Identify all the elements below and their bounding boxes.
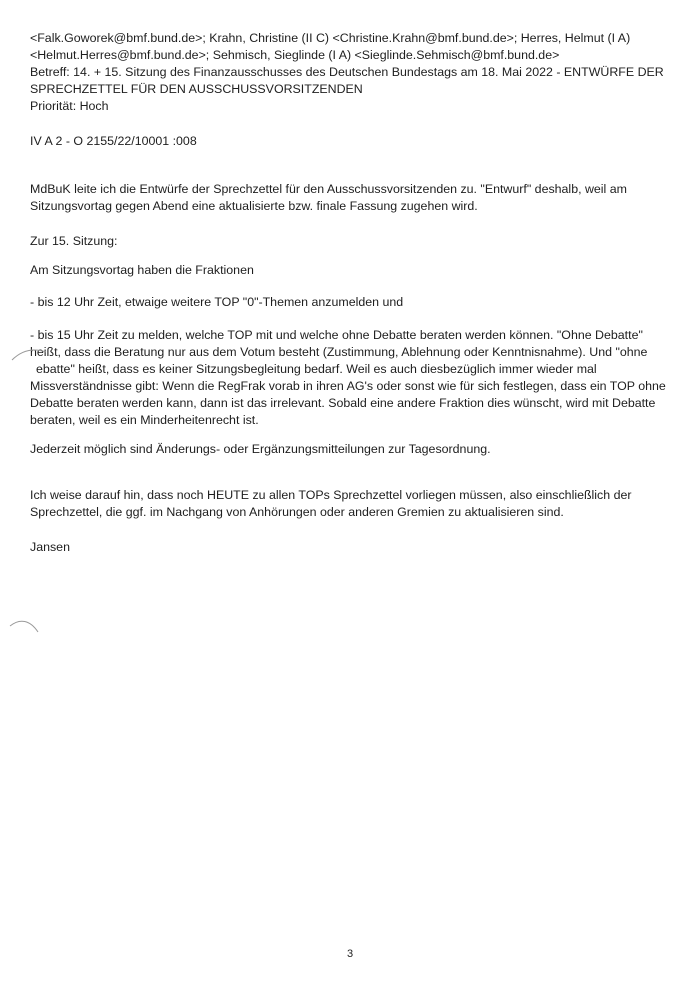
changes-note: Jederzeit möglich sind Änderungs- oder Ergänzungsmitteilungen zur Tagesordnung. <box>30 442 491 456</box>
list-item-2-line-6: beraten, weil es ein Minderheitenrecht ist. <box>30 413 259 427</box>
priority: Priorität: Hoch <box>30 99 109 113</box>
folding-mark <box>8 614 42 644</box>
list-item-1: - bis 12 Uhr Zeit, etwaige weitere TOP "0"-Themen anzumelden und <box>30 295 404 309</box>
page-number: 3 <box>346 948 354 960</box>
list-item-2-line-5: Debatte beraten werden kann, dann ist das irrelevant. Sobald eine andere Fraktion dies wünscht, wird mit Debatte <box>30 396 656 410</box>
session-heading: Zur 15. Sitzung: <box>30 234 118 248</box>
factions-intro: Am Sitzungsvortag haben die Fraktionen <box>30 263 254 277</box>
recipients-line-2: <Helmut.Herres@bmf.bund.de>; Sehmisch, Sieglinde (I A) <Sieglinde.Sehmisch@bmf.bund.de> <box>30 48 560 62</box>
reminder-line-2: Sprechzettel, die ggf. im Nachgang von Anhörungen oder anderen Gremien zu aktualisieren sind. <box>30 505 564 519</box>
list-item-2-line-4: Missverständnisse gibt: Wenn die RegFrak vorab in ihren AG's oder sonst wie für sich festlegen, dass ein TOP ohne <box>30 379 666 393</box>
recipients-line-1: <Falk.Goworek@bmf.bund.de>; Krahn, Christine (II C) <Christine.Krahn@bmf.bund.de>; Herres, Helmut (I A) <box>30 31 631 45</box>
intro-line-2: Sitzungsvortag gegen Abend eine aktualisierte bzw. finale Fassung zugehen wird. <box>30 199 478 213</box>
subject-line-1: Betreff: 14. + 15. Sitzung des Finanzausschusses des Deutschen Bundestags am 18. Mai 2022 - ENTWÜRFE DER <box>30 65 664 79</box>
intro-line-1: MdBuK leite ich die Entwürfe der Sprechzettel für den Ausschussvorsitzenden zu. "Entwurf" deshalb, weil am <box>30 182 627 196</box>
punch-hole-mark <box>8 336 48 376</box>
reference-number: IV A 2 - O 2155/22/10001 :008 <box>30 134 197 148</box>
subject-line-2: SPRECHZETTEL FÜR DEN AUSSCHUSSVORSITZENDEN <box>30 82 363 96</box>
reminder-line-1: Ich weise darauf hin, dass noch HEUTE zu allen TOPs Sprechzettel vorliegen müssen, also einschließlich der <box>30 488 632 502</box>
signature: Jansen <box>30 540 70 554</box>
list-item-2-line-3: ebatte" heißt, dass es keiner Sitzungsbegleitung bedarf. Weil es auch diesbezüglich immer wieder mal <box>36 362 597 376</box>
list-item-2-line-2: heißt, dass die Beratung nur aus dem Votum besteht (Zustimmung, Ablehnung oder Kenntnisnahme). Und "ohne <box>30 345 648 359</box>
list-item-2-line-1: - bis 15 Uhr Zeit zu melden, welche TOP mit und welche ohne Debatte beraten werden können. "Ohne Debatte" <box>30 328 643 342</box>
